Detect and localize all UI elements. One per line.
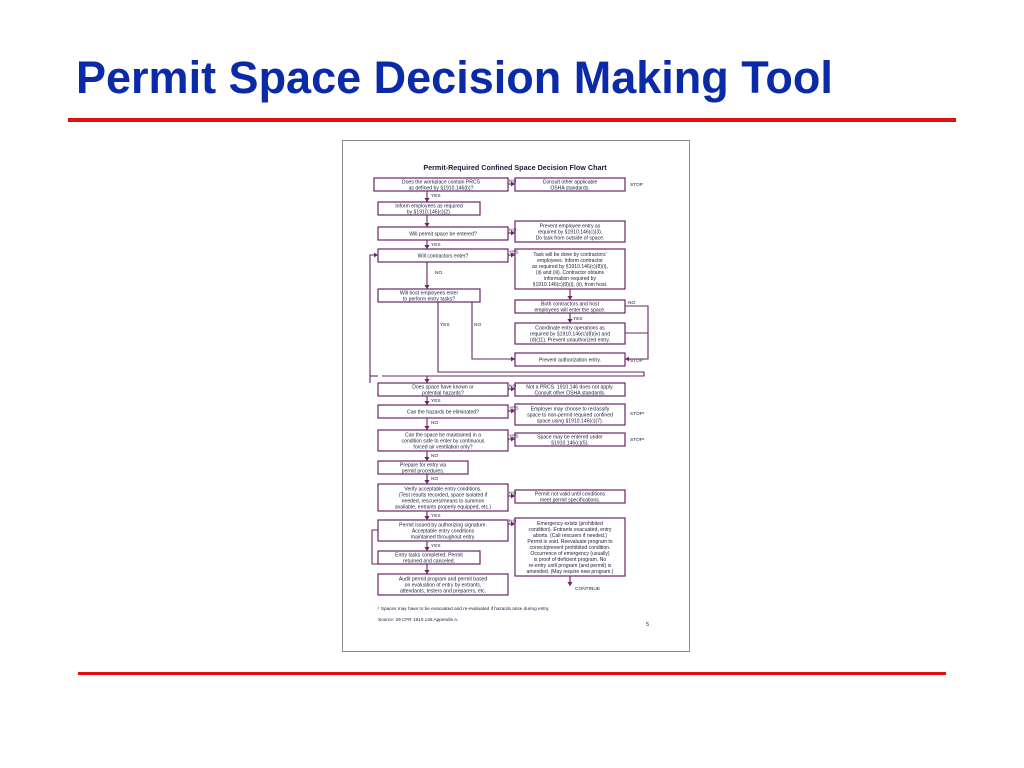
flow-box-text: Task will be done by contractors'	[533, 251, 607, 258]
no-label: NO	[509, 179, 517, 185]
arrow-down-icon	[424, 379, 429, 383]
no-label: NO	[435, 271, 443, 276]
flow-box-text: condition). Entrants evacuated, entry	[528, 526, 612, 533]
arrow-down-icon	[567, 319, 572, 323]
flow-box-text: Not a PRCS. 1910.146 does not apply.	[526, 384, 614, 391]
flow-box-text: to perform entry tasks?	[402, 296, 456, 303]
flow-box-text: re-entry until program (and permit) is	[528, 562, 612, 569]
flow-box-text: (ii) and (iii). Contractor obtains	[535, 269, 605, 276]
flow-box-text: needed, rescuers/means to summon	[401, 498, 485, 505]
continue-label: CONTINUE	[575, 587, 601, 592]
flow-box-text: as defined by §1910.146(b)?	[408, 185, 474, 192]
flow-box-text: forced air ventilation only?	[413, 444, 473, 451]
flow-box-text: Acceptable entry conditions	[411, 528, 475, 535]
flow-box-text: Emergency exists (prohibited	[537, 520, 603, 527]
arrow-down-icon	[567, 582, 572, 586]
flow-box-text: information required by	[543, 275, 597, 282]
no-label: NO	[431, 477, 439, 482]
no-label: NO	[431, 421, 439, 426]
flow-box-text: amended. (May require new program.)	[526, 568, 614, 575]
no-label: NO	[509, 228, 517, 234]
flow-box-text: Entry tasks completed. Permit	[395, 552, 463, 559]
yes-label: YES	[431, 399, 441, 404]
slide-title: Permit Space Decision Making Tool	[76, 52, 833, 103]
flow-box-text: Prevent employee entry as	[539, 223, 601, 230]
flow-box-text: Can the space be maintained in a	[405, 432, 481, 439]
no-label: NO	[509, 384, 517, 390]
flow-box-text: returned and canceled.	[402, 558, 456, 565]
yes-label: YES	[509, 406, 519, 412]
page-number: 5	[646, 622, 650, 628]
flow-box-text: required by §1910.146(c)(8)(iv) and	[529, 331, 611, 338]
flow-box-text: potential hazards?	[422, 390, 464, 397]
flow-box-text: Verify acceptable entry conditions.	[404, 486, 482, 493]
arrow-down-icon	[424, 480, 429, 484]
flow-box-text: Does the workplace contain PRCS	[401, 179, 481, 186]
flow-box-text: §1910.146(c)(9)(i), (ii), from host.	[532, 281, 608, 288]
decision-flowchart	[342, 140, 688, 652]
footnote: ¹ Spaces may have to be evacuated and re-evaluated if hazards arise during entry.	[378, 606, 550, 611]
flow-box-text: is proof of deficient program. No	[533, 556, 607, 563]
flow-box-text: Prepare for entry via	[399, 462, 447, 469]
flow-connector	[370, 255, 378, 376]
flow-box-text: Will permit space be entered?	[409, 231, 477, 238]
yes-label: YES	[509, 434, 519, 440]
flow-box-text: attendants, testers and preparers, etc.	[399, 588, 487, 595]
title-divider-rule	[68, 118, 956, 122]
no-label: NO	[474, 323, 482, 328]
footer-divider-rule	[78, 672, 946, 675]
source-note: Source: 29 CFR 1910.146 Appendix A.	[378, 617, 459, 622]
flow-box-text: Consult other applicable	[542, 179, 598, 186]
flow-connector	[372, 530, 378, 564]
flow-box-text: permit procedures.	[401, 468, 445, 475]
flow-box-text: Space may be entered under	[537, 434, 603, 441]
no-label: NO	[509, 519, 517, 525]
yes-label: YES	[573, 317, 583, 322]
flow-box-text: employees. Inform contractor	[537, 257, 603, 264]
flow-box-text: Permit not valid until conditions	[534, 491, 606, 498]
flow-box-text: space to non-permit required confined	[527, 412, 613, 419]
yes-label: YES	[509, 250, 519, 256]
yes-label: YES	[431, 194, 441, 199]
flow-box-text: Prevent authorization entry.	[539, 357, 601, 364]
flow-box-text: Both contractors and host	[540, 301, 600, 308]
flow-box-text: Consult other OSHA standards.	[534, 390, 606, 397]
arrow-right-icon	[374, 253, 378, 258]
flow-box-text: Can the hazards be eliminated?	[407, 409, 479, 416]
flow-box-text: on evaluation of entry by entrants,	[404, 582, 482, 589]
flow-box-text: Does space have known or	[412, 384, 474, 391]
arrow-down-icon	[424, 426, 429, 430]
flow-box-text: Do task from outside of space.	[535, 235, 605, 242]
flow-box-text: employees will enter the space.	[534, 307, 606, 314]
arrow-down-icon	[424, 457, 429, 461]
flow-box-text: meet permit specifications.	[539, 497, 601, 504]
flow-box-text: correct/prevent prohibited condition.	[529, 544, 611, 551]
flow-box-text: OSHA standards.	[550, 185, 590, 192]
flow-box-text: Permit issued by authorizing signature.	[399, 522, 487, 529]
flow-box-text: by §1910.146(c)(2).	[406, 209, 452, 216]
flow-box-text: §1910.146(c)(5).	[551, 440, 589, 447]
arrow-down-icon	[424, 401, 429, 405]
no-label: NO	[509, 491, 517, 497]
yes-label: YES	[440, 323, 450, 328]
flow-box-text: Coordinate entry operations as	[535, 325, 605, 332]
flow-box-text: Inform employees as required	[395, 203, 463, 210]
stop-label: STOP¹	[630, 412, 645, 417]
arrow-down-icon	[424, 245, 429, 249]
flow-box-text: Employer may choose to reclassify	[530, 406, 610, 413]
stop-label: STOP¹	[630, 438, 645, 443]
flow-box-text: space using §1910.146(c)(7).	[536, 418, 604, 425]
stop-label: STOP	[630, 359, 643, 364]
yes-label: YES	[431, 514, 441, 519]
flow-box-text: maintained throughout entry.	[410, 534, 476, 541]
arrow-down-icon	[424, 198, 429, 202]
flow-box-text: available, entrants properly equipped, etc.)	[394, 504, 492, 511]
yes-label: YES	[431, 544, 441, 549]
yes-label: YES	[431, 243, 441, 248]
flow-box-text: condition safe to enter by continuous	[401, 438, 485, 445]
arrow-down-icon	[567, 296, 572, 300]
flow-box-text: as required by §1910.146(c)(8)(i),	[532, 263, 608, 270]
flow-box-text: Occurrence of emergency (usually)	[530, 550, 610, 557]
stop-label: STOP	[630, 183, 643, 188]
no-label: NO	[628, 301, 636, 306]
flow-box-text: aborts. (Call rescuers if needed.)	[533, 532, 607, 539]
arrow-down-icon	[424, 223, 429, 227]
flow-box-text: required by §1910.146(c)(3).	[537, 229, 603, 236]
flow-box-text: Will host employees enter	[399, 290, 459, 297]
flow-box-text: (Test results recorded, space isolated if	[398, 492, 488, 499]
no-label: NO	[431, 454, 439, 459]
flowchart-title: Permit-Required Confined Space Decision Flow Chart	[423, 163, 607, 172]
flow-box-text: Audit permit program and permit based	[398, 576, 488, 583]
flow-box-text: Permit is void. Reevaluate program to	[527, 538, 613, 545]
arrow-down-icon	[424, 285, 429, 289]
flow-box-text: Will contractors enter?	[417, 253, 469, 260]
flow-box-text: (d)(11). Prevent unauthorized entry.	[530, 337, 610, 344]
flow-connector	[472, 302, 515, 359]
